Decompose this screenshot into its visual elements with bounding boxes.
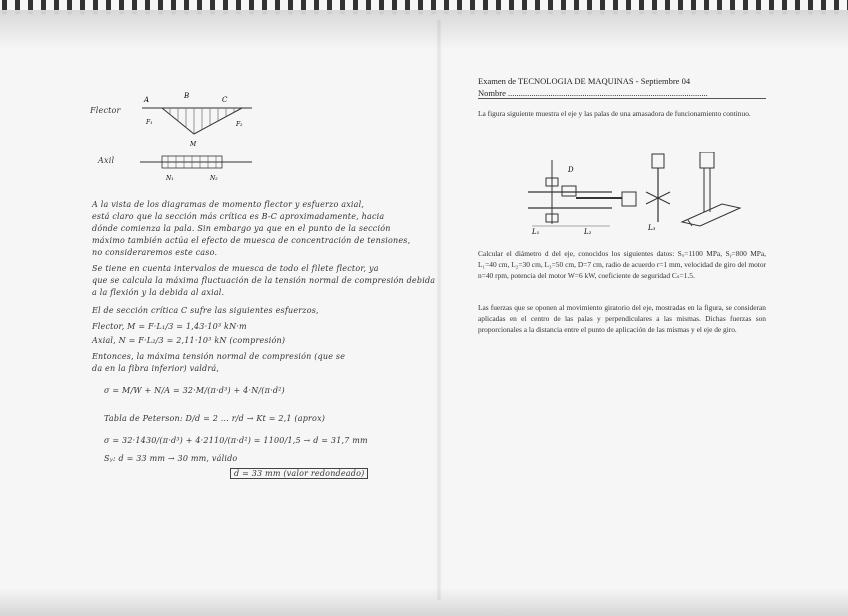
handwritten-line: Sᵧ: d = 33 mm → 30 mm, válido bbox=[104, 454, 238, 463]
handwritten-line: d = 33 mm (valor redondeado) bbox=[230, 468, 368, 479]
svg-text:N₁: N₁ bbox=[166, 175, 174, 182]
intro-paragraph: La figura siguiente muestra el eje y las palas de una amasadora de funcionamiento continuo. bbox=[478, 109, 751, 118]
bottom-shadow bbox=[0, 588, 848, 616]
svg-text:N₂: N₂ bbox=[210, 175, 218, 182]
handwritten-line: a la flexión y la debida al axial. bbox=[92, 288, 225, 297]
handwritten-line: Flector, M = F·L₁/3 = 1,43·10³ kN·m bbox=[92, 322, 247, 331]
svg-text:F₂: F₂ bbox=[236, 121, 243, 128]
handwritten-line: σ = 32·1430/(π·d³) + 4·2110/(π·d²) = 1100/1,5 → d = 31,7 mm bbox=[104, 436, 368, 445]
mixer-shaft-figure bbox=[522, 152, 742, 238]
header-rule bbox=[478, 98, 766, 99]
handwritten-line: dónde comienza la pala. Sin embargo ya que en el punto de la sección bbox=[92, 224, 391, 233]
handwritten-line: máximo también actúa el efecto de muesca de concentración de tensiones, bbox=[92, 236, 411, 245]
handwritten-line: que se calcula la máxima fluctuación de la tensión normal de compresión debida bbox=[92, 276, 436, 285]
handwritten-line: σ = M/W + N/A = 32·M/(π·d³) + 4·N/(π·d²) bbox=[104, 386, 285, 395]
name-label: Nombre bbox=[478, 88, 506, 98]
handwritten-line: Se tiene en cuenta intervalos de muesca de todo el filete flector, ya bbox=[92, 264, 379, 273]
handwritten-line: Axial, N = F·L₂/3 = 2,11·10³ kN (compresión) bbox=[92, 336, 286, 345]
forces-paragraph: Las fuerzas que se oponen al movimiento giratorio del eje, mostradas en la figura, se consideran aplicadas en el centro de las palas y perpendiculares a las mismas. Dichas fuerzas son proporcionales a la distancia entre el punto de aplicación de las mismas y el eje de giro. bbox=[478, 303, 766, 334]
point-a-label: A bbox=[144, 96, 150, 104]
bending-moment-diagram bbox=[132, 90, 262, 190]
handwritten-line: Entonces, la máxima tensión normal de compresión (que se bbox=[92, 352, 346, 361]
handwritten-line: está claro que la sección más crítica es B-C aproximadamente, hacia bbox=[92, 212, 385, 221]
dimension-l3-label: L₃ bbox=[648, 224, 656, 232]
handwritten-line: no consideraremos este caso. bbox=[92, 248, 218, 257]
label-flector: Flector bbox=[90, 106, 121, 115]
svg-text:M: M bbox=[190, 141, 197, 148]
label-axil: Axil bbox=[98, 156, 115, 165]
point-b-label: B bbox=[184, 92, 190, 100]
svg-text:F₁: F₁ bbox=[146, 119, 153, 126]
handwritten-line: da en la fibra inferior) valdrá, bbox=[92, 364, 220, 373]
right-page-exam bbox=[478, 76, 768, 376]
point-c-label: C bbox=[222, 96, 228, 104]
exam-title: Examen de TECNOLOGIA DE MAQUINAS - Septiembre 04 bbox=[478, 76, 691, 86]
page-fold bbox=[436, 20, 442, 600]
handwritten-line: Tabla de Peterson: D/d = 2 ... r/d → Kt = 2,1 (aprox) bbox=[104, 414, 326, 423]
dimension-l2-label: L₂ bbox=[584, 228, 592, 236]
dimension-d-label: D bbox=[568, 166, 574, 174]
handwritten-line: El de sección crítica C sufre las siguientes esfuerzos, bbox=[92, 306, 319, 315]
problem-statement: Calcular el diámetro d del eje, conocidos los siguientes datos: Sᵤ=1100 MPa, Sᵧ=800 MPa, L₁=40 cm, L₂=30 cm, L₃=50 cm, D=7 cm, radio de acuerdo r=1 mm, velocidad de giro del motor n=40 rpm, potencia del motor W=6 kW, coeficiente de seguridad Cₛ=1.5. bbox=[478, 249, 766, 280]
left-page-handwritten-solution bbox=[80, 90, 436, 510]
exam-header bbox=[478, 76, 708, 98]
student-name-line: Nombre .............................................................................................. bbox=[478, 88, 708, 98]
handwritten-line: A la vista de los diagramas de momento flector y esfuerzo axial, bbox=[92, 200, 365, 209]
dimension-l1-label: L₁ bbox=[532, 228, 540, 236]
top-shadow bbox=[0, 10, 848, 50]
